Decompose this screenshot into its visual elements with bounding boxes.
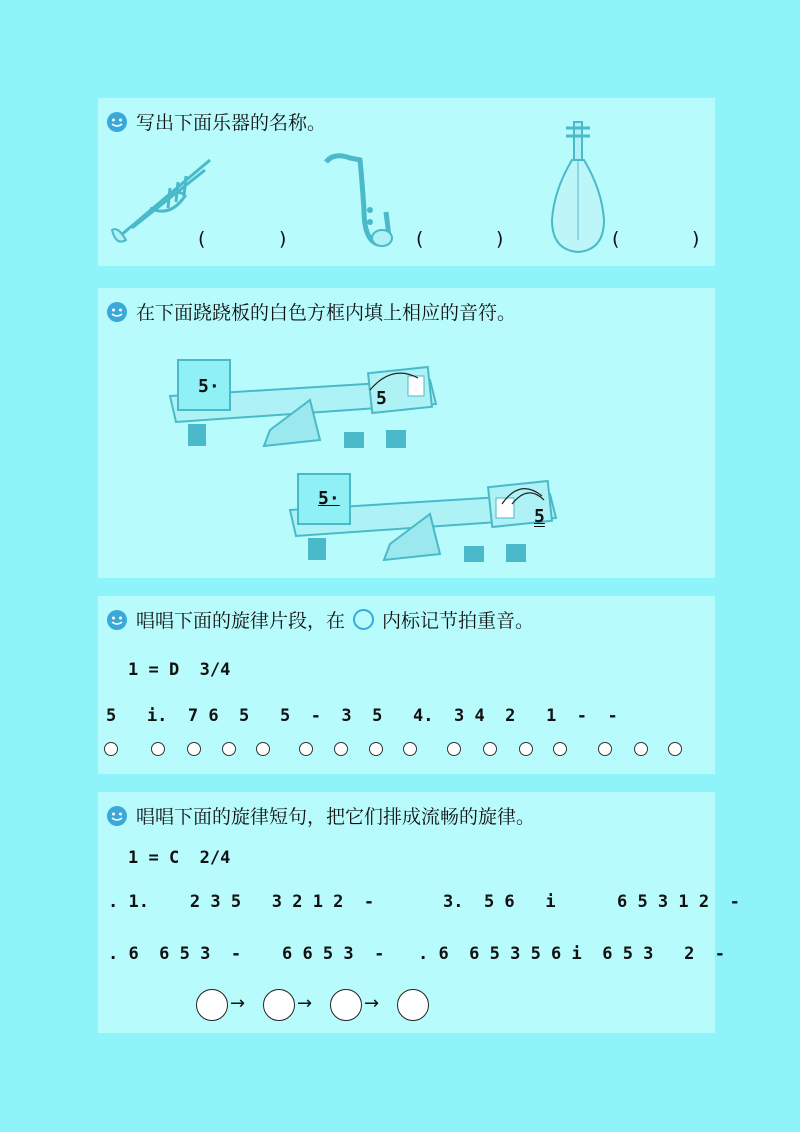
order-circle[interactable] (196, 989, 228, 1021)
accent-circle[interactable] (519, 742, 533, 756)
answer-paren-open: ( (198, 228, 206, 250)
melody2-phrase-c: . 6 6 5 3 - 6 6 5 3 - (108, 944, 385, 964)
accent-circle[interactable] (299, 742, 313, 756)
seesaw-top-left-note: 5· (198, 376, 220, 397)
accent-circle[interactable] (483, 742, 497, 756)
melody2-phrase-b: 3. 5 6 i 6 5 3 1 2 - (443, 892, 740, 912)
accent-circle[interactable] (447, 742, 461, 756)
smiley-icon (106, 301, 128, 323)
accent-circle[interactable] (187, 742, 201, 756)
pipa-icon (548, 120, 608, 256)
section-title: 写出下面乐器的名称。 (106, 108, 326, 135)
seesaw-illustration (160, 350, 450, 458)
smiley-icon (106, 609, 128, 631)
section-melody-accent (98, 596, 715, 774)
accent-circle[interactable] (668, 742, 682, 756)
trumpet-icon (110, 148, 225, 248)
answer-paren-close: ) (279, 228, 287, 250)
smiley-icon (106, 111, 128, 133)
section-title: 唱唱下面的旋律片段，在 内标记节拍重音。 (106, 606, 534, 633)
section-melody-order (98, 792, 740, 1033)
seesaw-bottom-right-note: 5 (534, 506, 545, 527)
accent-circle-icon (353, 609, 374, 630)
smiley-icon (106, 805, 128, 827)
accent-circle[interactable] (598, 742, 612, 756)
melody2-phrase-d: . 6 6 5 3 5 6 i 6 5 3 2 - (418, 944, 726, 964)
accent-circle[interactable] (553, 742, 567, 756)
melody2-phrase-a: . 1. 2 3 5 3 2 1 2 - (108, 892, 375, 912)
seesaw-bottom-left-note: 5· (318, 488, 340, 509)
answer-paren-close: ) (692, 228, 700, 250)
answer-paren-open: ( (416, 228, 424, 250)
melody1-key: 1 = D 3/4 (128, 660, 231, 680)
saxophone-icon (320, 150, 400, 254)
section-seesaw (98, 288, 715, 578)
order-circle[interactable] (330, 989, 362, 1021)
section-title: 唱唱下面的旋律短句，把它们排成流畅的旋律。 (106, 802, 535, 829)
order-circle[interactable] (397, 989, 429, 1021)
melody2-key: 1 = C 2/4 (128, 848, 231, 868)
melody1-notes: 5 i. 7 6 5 5 - 3 5 4. 3 4 2 1 - - (106, 706, 618, 726)
section-instruments (98, 98, 715, 266)
accent-circle[interactable] (369, 742, 383, 756)
accent-circle[interactable] (222, 742, 236, 756)
seesaw-illustration (280, 464, 570, 572)
accent-circle[interactable] (256, 742, 270, 756)
section-title: 在下面跷跷板的白色方框内填上相应的音符。 (106, 298, 516, 325)
accent-circle[interactable] (634, 742, 648, 756)
seesaw-top-right-note: 5 (376, 388, 387, 409)
accent-circle[interactable] (403, 742, 417, 756)
order-circle[interactable] (263, 989, 295, 1021)
arrow-icon: → (297, 993, 313, 1014)
accent-circle[interactable] (334, 742, 348, 756)
arrow-icon: → (364, 993, 380, 1014)
accent-circle[interactable] (104, 742, 118, 756)
arrow-icon: → (230, 993, 246, 1014)
accent-circle[interactable] (151, 742, 165, 756)
answer-paren-close: ) (496, 228, 504, 250)
answer-paren-open: ( (612, 228, 620, 250)
